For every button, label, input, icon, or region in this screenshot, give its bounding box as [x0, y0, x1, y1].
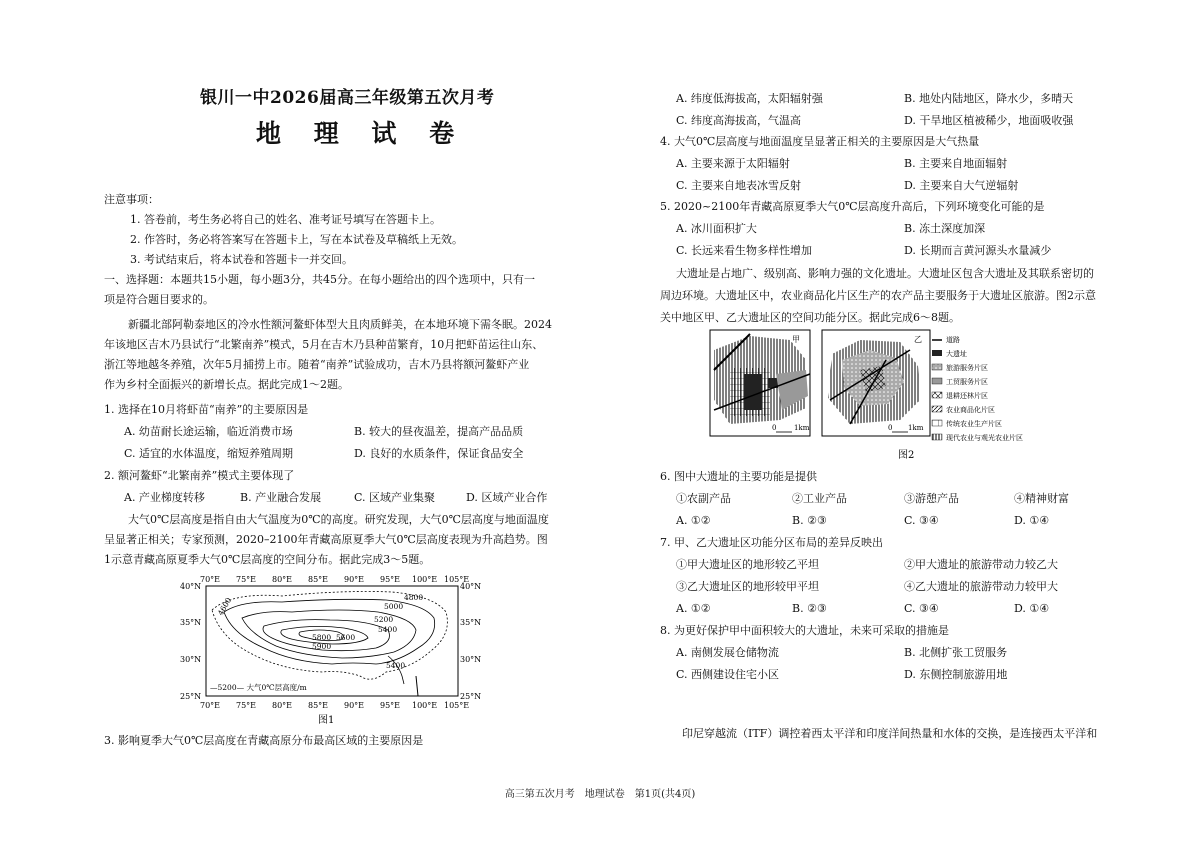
fig1-bottom-tick: 105°E [444, 701, 470, 710]
fig1-top-tick: 95°E [380, 575, 401, 584]
fig1-caption: 图1 [318, 715, 335, 726]
fig1-contour-label: 5400 [386, 661, 406, 670]
q5-option-d: D. 长期而言黄河源头水量减少 [904, 244, 1052, 257]
q3-option-a: A. 纬度低海拔高，太阳辐射强 [676, 92, 823, 105]
page-footer: 高三第五次月考 地理试卷 第1页(共4页) [504, 789, 696, 800]
q7-item-2: ②甲大遗址的旅游带动力较乙大 [904, 558, 1058, 571]
q4-option-d: D. 主要来自大气逆辐射 [904, 179, 1019, 192]
fig1-contour-label: 5800 [312, 633, 332, 642]
fig2-legend-traditional: 传统农业生产片区 [946, 420, 1002, 428]
q5-option-b: B. 冻土深度加深 [904, 222, 986, 235]
fig1-right-tick: 25°N [460, 692, 482, 701]
fig1-right-tick: 30°N [460, 655, 482, 664]
q6-item-2: ②工业产品 [792, 492, 847, 505]
fig1-top-tick: 100°E [412, 575, 438, 584]
q4-option-c: C. 主要来自地表冰雪反射 [676, 179, 802, 192]
passage2-line-2: 呈显著正相关；专家预测，2020–2100年青藏高原夏季大气0℃层高度表现为升高趋势。图 [104, 533, 548, 546]
q7-item-4: ④乙大遗址的旅游带动力较甲大 [904, 580, 1058, 593]
q1-option-c: C. 适宜的水体温度，缩短养殖周期 [124, 447, 294, 460]
q1-stem: 1. 选择在10月将虾苗“南养”的主要原因是 [104, 403, 309, 416]
q8-option-c: C. 西侧建设住宅小区 [676, 668, 780, 681]
fig2-label-yi: 乙 [914, 335, 922, 344]
passage4-line-1: 印尼穿越流（ITF）调控着西太平洋和印度洋间热量和水体的交换，是连接西太平洋和 [682, 727, 1098, 740]
fig1-legend: —5200— 大气0℃层高度/m [210, 683, 307, 692]
passage1-line-4: 作为乡村全面振兴的新增长点。据此完成1～2题。 [104, 378, 349, 391]
fig1-contour-label: 5200 [374, 615, 394, 624]
fig1-contour-label: 5400 [378, 625, 398, 634]
fig2-caption: 图2 [898, 450, 915, 461]
q8-option-d: D. 东侧控制旅游用地 [904, 668, 1008, 681]
q6-item-3: ③游憩产品 [904, 492, 959, 505]
q2-option-d: D. 区域产业合作 [466, 491, 548, 504]
q6-stem: 6. 图中大遗址的主要功能是提供 [660, 470, 817, 483]
fig1-top-tick: 80°E [272, 575, 293, 584]
fig1-contour-label: 4600 [215, 595, 234, 617]
q2-option-c: C. 区域产业集聚 [354, 491, 436, 504]
passage3-line-3: 关中地区甲、乙大遗址区的空间功能分区。据此完成6～8题。 [660, 311, 960, 324]
fig1-contour-label: 5000 [384, 602, 404, 611]
fig2-legend-forest: 退耕还林片区 [946, 392, 988, 400]
fig2-legend-commercial: 农业商品化片区 [946, 406, 995, 414]
q7-option-c: C. ③④ [904, 602, 939, 615]
passage3-line-2: 周边环境。大遗址区中，农业商品化片区生产的农产品主要服务于大遗址区旅游。图2示意 [660, 289, 1096, 302]
fig1-bottom-tick: 100°E [412, 701, 438, 710]
q8-stem: 8. 为更好保护甲中面积较大的大遗址，未来可采取的措施是 [660, 624, 949, 637]
fig1-top-tick: 105°E [444, 575, 470, 584]
q2-option-b: B. 产业融合发展 [240, 491, 322, 504]
q4-option-b: B. 主要来自地面辐射 [904, 157, 1008, 170]
notice-heading: 注意事项： [104, 193, 159, 206]
fig2-scale-yi: 1km [908, 424, 924, 432]
q2-stem: 2. 额河鳌虾“北繁南养”模式主要体现了 [104, 469, 295, 482]
fig2-legend-road: 道路 [946, 336, 960, 344]
fig2-legend-modern: 现代农业与观光农业片区 [946, 434, 1023, 442]
notice-item-3: 3. 考试结束后，将本试卷和答题卡一并交回。 [130, 253, 353, 266]
fig1-bottom-tick: 95°E [380, 701, 401, 710]
q2-option-a: A. 产业梯度转移 [124, 491, 205, 504]
fig1-top-tick: 90°E [344, 575, 365, 584]
q6-option-d: D. ①④ [1014, 514, 1050, 527]
fig1-bottom-tick: 85°E [308, 701, 329, 710]
q7-stem: 7. 甲、乙大遗址区功能分区布局的差异反映出 [660, 536, 883, 549]
q7-option-d: D. ①④ [1014, 602, 1050, 615]
figure-1-map [172, 572, 482, 728]
fig1-contour-label: 5900 [312, 642, 332, 651]
q8-option-b: B. 北侧扩张工贸服务 [904, 646, 1008, 659]
notice-item-2: 2. 作答时，务必将答案写在答题卡上，写在本试卷及草稿纸上无效。 [130, 233, 463, 246]
fig1-bottom-tick: 80°E [272, 701, 293, 710]
fig1-right-tick: 40°N [460, 582, 482, 591]
q5-stem: 5. 2020~2100年青藏高原夏季大气0℃层高度升高后，下列环境变化可能的是 [660, 200, 1045, 213]
q3-stem: 3. 影响夏季大气0℃层高度在青藏高原分布最高区域的主要原因是 [104, 734, 424, 747]
passage1-line-1: 新疆北部阿勒泰地区的冷水性额河鳌虾体型大且肉质鲜美，在本地环境下需冬眠。2024 [128, 318, 552, 331]
figure-2-map [710, 330, 1050, 462]
q4-stem: 4. 大气0℃层高度与地面温度呈显著正相关的主要原因是大气热量 [660, 135, 980, 148]
passage2-line-3: 1示意青藏高原夏季大气0℃层高度的空间分布。据此完成3～5题。 [104, 553, 431, 566]
q5-option-c: C. 长远来看生物多样性增加 [676, 244, 813, 257]
q7-option-b: B. ②③ [792, 602, 827, 615]
fig1-contour-label: 4800 [404, 593, 424, 602]
q5-option-a: A. 冰川面积扩大 [676, 222, 757, 235]
passage3-line-1: 大遗址是占地广、级别高、影响力强的文化遗址。大遗址区包含大遗址及其联系密切的 [676, 267, 1094, 280]
fig2-legend-tourism: 旅游服务片区 [946, 364, 988, 372]
q6-option-a: A. ①② [676, 514, 711, 527]
fig1-bottom-tick: 90°E [344, 701, 365, 710]
q1-option-a: A. 幼苗耐长途运输，临近消费市场 [124, 425, 293, 438]
q4-option-a: A. 主要来源于太阳辐射 [676, 157, 790, 170]
fig1-left-tick: 40°N [180, 582, 202, 591]
fig2-legend-trade: 工贸服务片区 [946, 378, 988, 386]
fig2-label-jia: 甲 [792, 335, 800, 344]
q7-item-3: ③乙大遗址区的地形较甲平坦 [676, 580, 819, 593]
fig1-right-tick: 35°N [460, 618, 482, 627]
fig1-bottom-tick: 75°E [236, 701, 257, 710]
fig1-left-tick: 35°N [180, 618, 202, 627]
q7-option-a: A. ①② [676, 602, 711, 615]
q3-option-d: D. 干旱地区植被稀少，地面吸收强 [904, 114, 1074, 127]
section1-intro-1: 一、选择题：本题共15小题，每小题3分，共45分。在每小题给出的四个选项中，只有一 [104, 273, 535, 286]
subject-title: 地 理 试 卷 [256, 119, 467, 148]
fig1-contour-label: 5600 [336, 633, 356, 642]
fig1-top-tick: 75°E [236, 575, 257, 584]
q3-option-c: C. 纬度高海拔高，气温高 [676, 114, 802, 127]
q7-item-1: ①甲大遗址区的地形较乙平坦 [676, 558, 819, 571]
school-title: 银川一中2026届高三年级第五次月考 [200, 88, 495, 108]
q6-item-1: ①农副产品 [676, 492, 731, 505]
q6-option-c: C. ③④ [904, 514, 939, 527]
q1-option-b: B. 较大的昼夜温差，提高产品品质 [354, 425, 524, 438]
fig2-legend-site: 大遗址 [946, 350, 967, 358]
fig1-left-tick: 25°N [180, 692, 202, 701]
fig1-top-tick: 85°E [308, 575, 329, 584]
fig2-zero-jia: 0 [772, 424, 777, 432]
q8-option-a: A. 南侧发展仓储物流 [676, 646, 779, 659]
q3-option-b: B. 地处内陆地区，降水少，多晴天 [904, 92, 1074, 105]
passage2-line-1: 大气0℃层高度是指自由大气温度为0℃的高度。研究发现，大气0℃层高度与地面温度 [128, 513, 549, 526]
fig1-bottom-tick: 70°E [200, 701, 221, 710]
passage1-line-2: 年该地区吉木乃县试行“北繁南养”模式，5月在吉木乃县种苗繁育，10月把虾苗运往山东、 [104, 338, 544, 351]
section1-intro-2: 项是符合题目要求的。 [104, 293, 214, 306]
fig1-left-tick: 30°N [180, 655, 202, 664]
fig2-scale-jia: 1km [794, 424, 810, 432]
q6-option-b: B. ②③ [792, 514, 827, 527]
passage1-line-3: 浙江等地越冬养殖，次年5月捕捞上市。随着“南养”试验成功，吉木乃县将额河鳌虾产业 [104, 358, 530, 371]
q6-item-4: ④精神财富 [1014, 492, 1069, 505]
fig2-zero-yi: 0 [888, 424, 893, 432]
notice-item-1: 1. 答卷前，考生务必将自己的姓名、准考证号填写在答题卡上。 [130, 213, 441, 226]
fig1-top-tick: 70°E [200, 575, 221, 584]
q1-option-d: D. 良好的水质条件，保证食品安全 [354, 447, 524, 460]
